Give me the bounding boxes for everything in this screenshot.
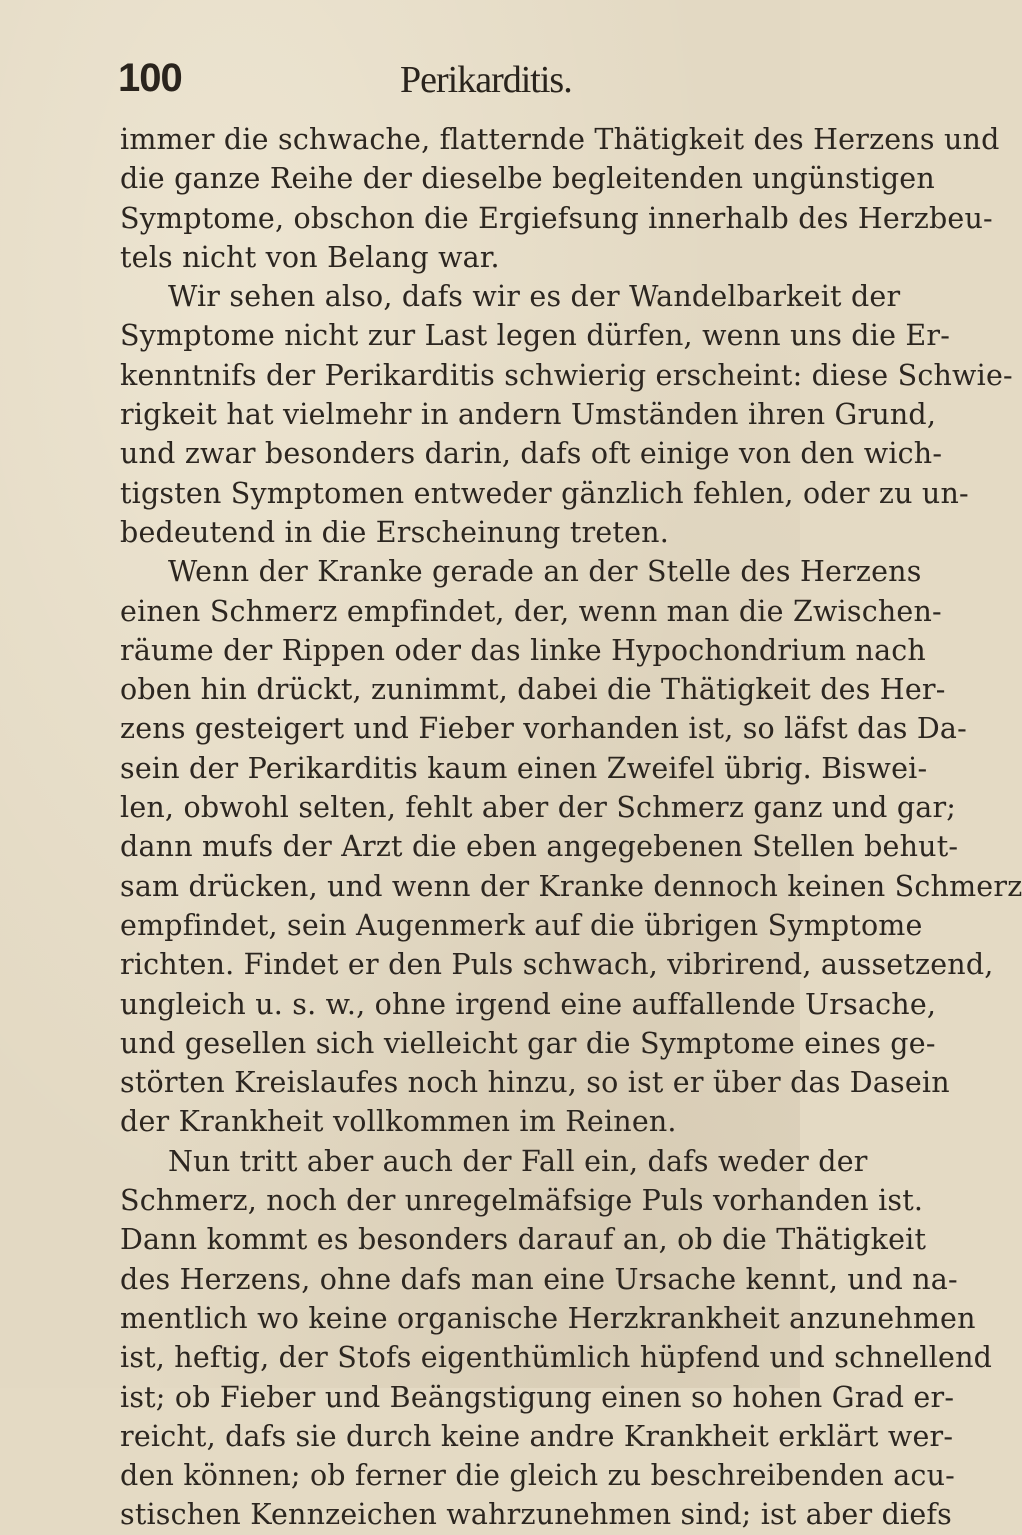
text-line: stischen Kennzeichen wahrzunehmen sind; ist aber diefs bbox=[120, 1498, 952, 1532]
text-line: Dann kommt es besonders darauf an, ob die Thätigkeit bbox=[120, 1223, 927, 1257]
text-line: richten. Findet er den Puls schwach, vibrirend, aussetzend, bbox=[120, 948, 994, 982]
text-line: räume der Rippen oder das linke Hypochondrium nach bbox=[120, 633, 926, 667]
text-line: den können; ob ferner die gleich zu beschreibenden acu- bbox=[120, 1459, 955, 1493]
text-line: Nun tritt aber auch der Fall ein, dafs weder der bbox=[168, 1144, 868, 1178]
text-line: sam drücken, und wenn der Kranke dennoch keinen Schmerz bbox=[120, 869, 1022, 903]
page-header bbox=[118, 56, 678, 108]
running-title: Perikarditis. bbox=[400, 59, 572, 101]
text-line: ungleich u. s. w., ohne irgend eine auffallende Ursache, bbox=[120, 987, 937, 1021]
text-line: kenntnifs der Perikarditis schwierig erscheint: diese Schwie- bbox=[120, 358, 1013, 392]
text-line: mentlich wo keine organische Herzkrankheit anzunehmen bbox=[120, 1301, 976, 1335]
text-line: Wenn der Kranke gerade an der Stelle des Herzens bbox=[168, 555, 922, 589]
text-line: reicht, dafs sie durch keine andre Krankheit erklärt wer- bbox=[120, 1419, 954, 1453]
text-line: empfindet, sein Augenmerk auf die übrigen Symptome bbox=[120, 908, 923, 942]
text-line: Schmerz, noch der unregelmäfsige Puls vorhanden ist. bbox=[120, 1184, 924, 1218]
text-line: störten Kreislaufes noch hinzu, so ist er über das Dasein bbox=[120, 1066, 950, 1100]
text-line: Wir sehen also, dafs wir es der Wandelbarkeit der bbox=[168, 280, 901, 314]
text-line: tels nicht von Belang war. bbox=[120, 240, 500, 274]
text-line: bedeutend in die Erscheinung treten. bbox=[120, 515, 669, 549]
text-line: dann mufs der Arzt die eben angegebenen Stellen behut- bbox=[120, 830, 959, 864]
text-line: tigsten Symptomen entweder gänzlich fehlen, oder zu un- bbox=[120, 476, 969, 510]
text-line: ist; ob Fieber und Beängstigung einen so hohen Grad er- bbox=[120, 1380, 955, 1414]
text-line: ist, heftig, der Stofs eigenthümlich hüpfend und schnellend bbox=[120, 1341, 993, 1375]
text-line: und gesellen sich vielleicht gar die Symptome eines ge- bbox=[120, 1026, 936, 1060]
text-line: die ganze Reihe der dieselbe begleitenden ungünstigen bbox=[120, 162, 935, 196]
text-line: und zwar besonders darin, dafs oft einige von den wich- bbox=[120, 437, 943, 471]
text-line: len, obwohl selten, fehlt aber der Schmerz ganz und gar; bbox=[120, 791, 957, 825]
text-line: zens gesteigert und Fieber vorhanden ist, so läfst das Da- bbox=[120, 712, 967, 746]
text-line: oben hin drückt, zunimmt, dabei die Thätigkeit des Her- bbox=[120, 673, 946, 707]
text-line: Symptome, obschon die Ergiefsung innerhalb des Herzbeu- bbox=[120, 201, 993, 235]
text-line: immer die schwache, flatternde Thätigkeit des Herzens und bbox=[120, 123, 1000, 156]
text-line: des Herzens, ohne dafs man eine Ursache kennt, und na- bbox=[120, 1262, 958, 1296]
body-text bbox=[120, 120, 1022, 1535]
text-line: einen Schmerz empfindet, der, wenn man die Zwischen- bbox=[120, 594, 942, 628]
text-line: rigkeit hat vielmehr in andern Umständen ihren Grund, bbox=[120, 398, 937, 432]
page-number: 100 bbox=[118, 56, 182, 100]
text-line: Symptome nicht zur Last legen dürfen, wenn uns die Er- bbox=[120, 319, 951, 353]
text-line: sein der Perikarditis kaum einen Zweifel übrig. Biswei- bbox=[120, 751, 928, 785]
text-line: der Krankheit vollkommen im Reinen. bbox=[120, 1105, 677, 1139]
